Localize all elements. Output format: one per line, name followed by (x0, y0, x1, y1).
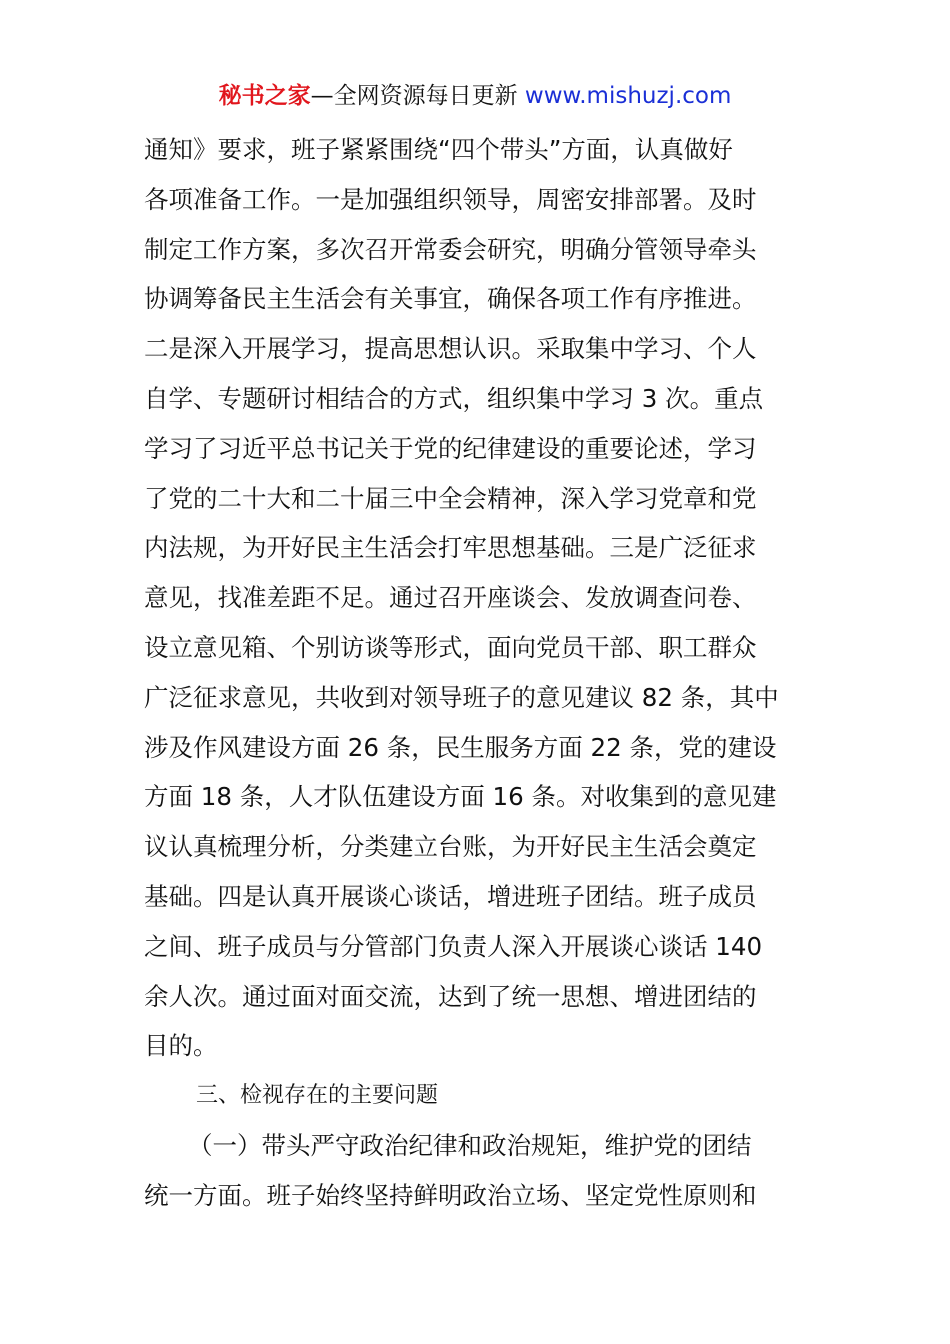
body-line: 二是深入开展学习，提高思想认识。采取集中学习、个人 (144, 334, 757, 364)
body-line: 议认真梳理分析，分类建立台账，为开好民主生活会奠定 (144, 832, 757, 862)
body-line: 学习了习近平总书记关于党的纪律建设的重要论述，学习 (144, 433, 757, 463)
body-line: 余人次。通过面对面交流，达到了统一思想、增进团结的 (144, 981, 757, 1011)
body-line: 自学、专题研讨相结合的方式，组织集中学习 3 次。重点 (144, 383, 764, 413)
body-line: 制定工作方案，多次召开常委会研究，明确分管领导牵头 (144, 234, 757, 264)
body-line: 了党的二十大和二十届三中全会精神，深入学习党章和党 (144, 483, 757, 513)
site-tagline: —全网资源每日更新 (310, 83, 518, 109)
body-line: 广泛征求意见，共收到对领导班子的意见建议 82 条，其中 (144, 682, 779, 712)
body-line: 之间、班子成员与分管部门负责人深入开展谈心谈话 140 (144, 931, 763, 961)
body-line: 意见，找准差距不足。通过召开座谈会、发放调查问卷、 (144, 583, 757, 613)
site-header (0, 80, 950, 112)
body-line: 设立意见箱、个别访谈等形式，面向党员干部、职工群众 (144, 632, 757, 662)
site-brand: 秘书之家 (218, 83, 311, 109)
body-line: 通知》要求，班子紧紧围绕“四个带头”方面，认真做好 (144, 135, 733, 164)
body-line: 内法规，为开好民主生活会打牢思想基础。三是广泛征求 (144, 533, 757, 563)
body-line: 各项准备工作。一是加强组织领导，周密安排部署。及时 (144, 184, 757, 214)
subsection-line: （一）带头严守政治纪律和政治规矩，维护党的团结 (188, 1130, 752, 1160)
subsection-line: 统一方面。班子始终坚持鲜明政治立场、坚定党性原则和 (144, 1180, 757, 1210)
body-line: 目的。 (144, 1031, 218, 1061)
site-url-link[interactable]: www.mishuzj.com (524, 83, 732, 109)
body-line: 协调筹备民主生活会有关事宜，确保各项工作有序推进。 (144, 284, 757, 314)
body-line: 基础。四是认真开展谈心谈话，增进班子团结。班子成员 (144, 881, 757, 911)
body-line: 涉及作风建设方面 26 条，民生服务方面 22 条，党的建设 (144, 732, 777, 762)
document-body (144, 125, 814, 1221)
section-heading: 三、检视存在的主要问题 (196, 1083, 439, 1109)
body-line: 方面 18 条，人才队伍建设方面 16 条。对收集到的意见建 (144, 782, 777, 812)
